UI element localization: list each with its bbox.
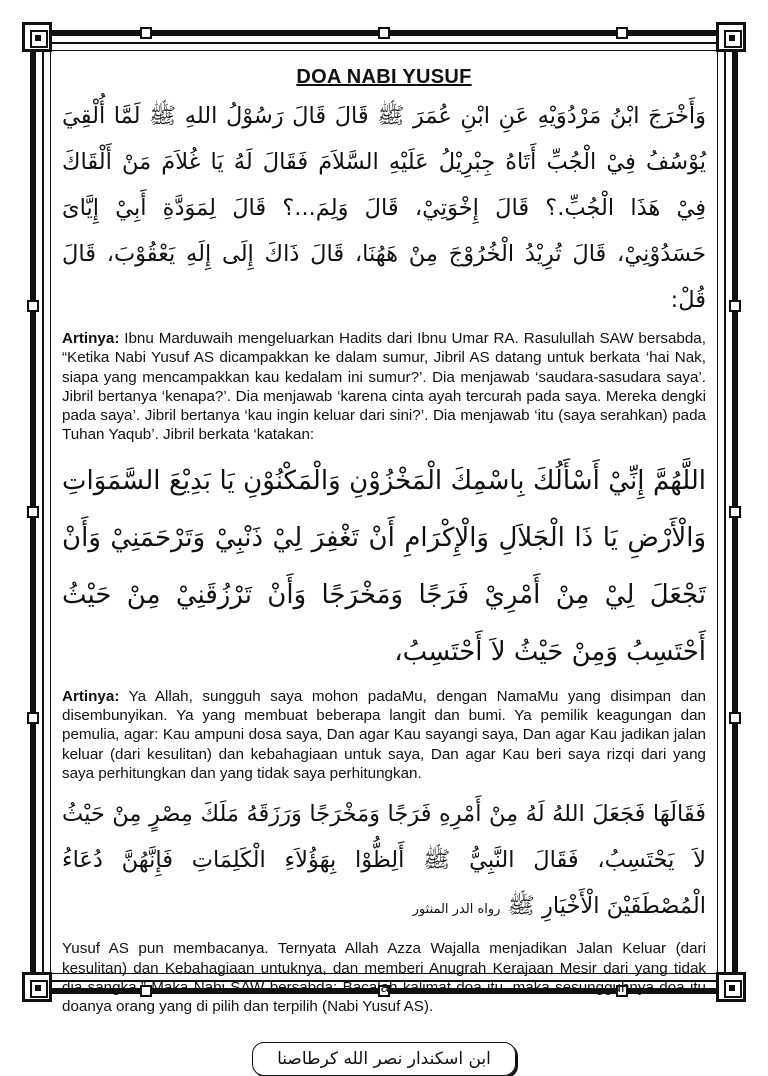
border-ornament bbox=[140, 27, 152, 39]
hadith-translation bbox=[62, 329, 706, 445]
translation-text: Ibnu Marduwaih mengeluarkan Hadits dari Ibnu Umar RA. Rasulullah SAW bersabda, “Ketika Nabi Yusuf AS dicampakkan ke dalam sumur, Jibril AS datang untuk berkata ‘hai Nak, siapa yang mencampakkan kau kedalam ini sumur?’. Dia menjawab ‘saudara-sasudara saya’. Jibril bertanya ‘kenapa?’. Dia menjawab ‘karena cinta ayah tercurah pada saya. Mereka dengki pada saya’. Jibril bertanya ‘kau ingin keluar dari sini?’. Dia menjawab ‘itu (saya serahkan) pada Tuhan Yaqub’. Jibril berkata ‘katakan: bbox=[62, 330, 706, 444]
border-ornament bbox=[729, 300, 741, 312]
corner-ornament-top-left bbox=[22, 22, 52, 52]
closing-arabic-text bbox=[62, 791, 706, 933]
translation-label: Artinya: bbox=[62, 687, 120, 705]
author-signature: ابن اسكندار نصر الله كرطاصنا bbox=[252, 1042, 516, 1076]
corner-ornament-bottom-right bbox=[716, 972, 746, 1002]
border-ornament bbox=[378, 27, 390, 39]
border-ornament bbox=[27, 712, 39, 724]
document-title: DOA NABI YUSUF bbox=[296, 66, 472, 88]
dua-arabic-text: اللَّهُمَّ إِنِّيْ أَسْأَلُكَ بِاسْمِكَ الْمَخْزُوْنِ وَالْمَكْنُوْنِ يَا بَدِيْعَ السَّمَوَاتِ وَالْأَرْضِ يَا ذَا الْجَلاَلِ وَالْإِكْرَامِ أَنْ تَغْفِرَ لِيْ ذَنْبِيْ وَتَرْحَمَنِيْ وَأَنْ تَجْعَلَ لِيْ مِنْ أَمْرِيْ فَرَجًا وَمَخْرَجًا وَأَنْ تَرْزُقَنِيْ مِنْ حَيْثُ أَحْتَسِبُ وَمِنْ حَيْثُ لاَ أَحْتَسِبُ، bbox=[62, 465, 706, 667]
border-ornament bbox=[27, 506, 39, 518]
source-reference: رواه الدر المنثور bbox=[412, 902, 501, 918]
border-ornament bbox=[729, 506, 741, 518]
border-ornament bbox=[616, 27, 628, 39]
corner-ornament-top-right bbox=[716, 22, 746, 52]
document-body bbox=[62, 58, 706, 1076]
closing-arabic-line: فَقَالَ النَّبِيُّ ﷺ أَلِظُّوْا بِهَؤُلاَءِ الْكَلِمَاتِ فَإِنَّهُنَّ دُعَاءُ الْمُصْطَفَيْنَ الْأَخْيَارِ ﷺ bbox=[62, 847, 706, 920]
closing-arabic-line: فَقَالَهَا فَجَعَلَ اللهُ لَهُ مِنْ أَمْرِهِ فَرَجًا وَمَخْرَجًا وَرَزَقَهُ مَلَكَ مِصْرٍ مِنْ حَيْثُ لاَ يَحْتَسِبُ، bbox=[62, 801, 706, 874]
closing-translation: Yusuf AS pun membacanya. Ternyata Allah Azza Wajalla menjadikan Jalan Keluar (dari kesulitan) dan Kebahagiaan untuknya, dan memberi Anugrah Kerajaan Mesir dari yang tidak dia sangka.” Maka Nabi SAW bersabda: Bacalah kalimat doa itu, maka sesungguhnya doa itu doanya orang yang di pilih dan terpilih (Nabi Yusuf AS). bbox=[62, 940, 706, 1016]
translation-text: Ya Allah, sungguh saya mohon padaMu, dengan NamaMu yang disimpan dan disembunyikan. Ya yang membuat beberapa langit dan bumi. Ya pemilik keagungan dan pemulia, agar: Kau ampuni dosa saya, Dan agar Kau sayangi saya, Dan agar Kau jadikan jalan keluar (dari kesulitan) dan kebahagiaan untuk saya, Dan agar Kau beri saya rizqi dari yang saya perhitungkan dan yang tidak saya perhitungkan. bbox=[62, 687, 706, 782]
dua-translation bbox=[62, 687, 706, 783]
border-ornament bbox=[729, 712, 741, 724]
border-ornament bbox=[27, 300, 39, 312]
signature-area bbox=[62, 1042, 706, 1076]
translation-label: Artinya: bbox=[62, 330, 120, 347]
corner-ornament-bottom-left bbox=[22, 972, 52, 1002]
hadith-arabic-text: وَأَخْرَجَ ابْنُ مَرْدُوَيْهِ عَنِ ابْنِ عُمَرَ ﷺ قَالَ قَالَ رَسُوْلُ اللهِ ﷺ لَمَّا أُلْقِيَ يُوْسُفُ فِيْ الْجُبِّ أَتَاهُ جِبْرِيْلُ عَلَيْهِ السَّلاَمَ فَقَالَ لَهُ يَا غُلاَمَ مَنْ أَلْقَاكَ فِيْ هَذَا الْجُبِّ.؟ قَالَ إِخْوَتِيْ، قَالَ وَلِمَ...؟ قَالَ لِمَوَدَّةِ أَبِيْ إِيَّاىَ حَسَدُوْنِيْ، قَالَ تُرِيْدُ الْخُرُوْجَ مِنْ هَهُنَا، قَالَ ذَاكَ إِلَى إِلَهِ يَعْقُوْبَ، قَالَ قُلْ: bbox=[62, 103, 706, 313]
